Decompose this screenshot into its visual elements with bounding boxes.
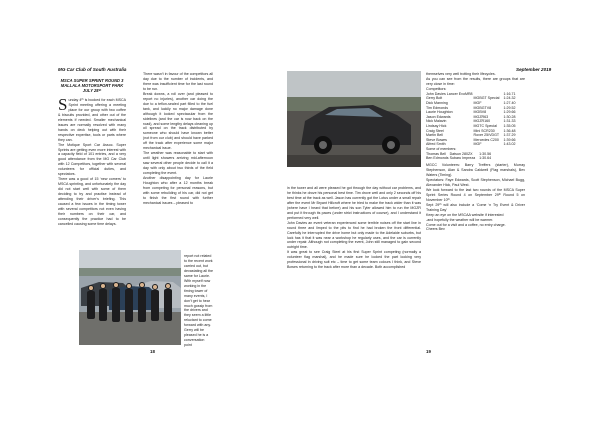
- car-model: MGBGTV8: [473, 105, 492, 110]
- right-column-2: [426, 72, 525, 232]
- signoff: Cheers Bev: [426, 227, 445, 232]
- group-photo-image: [79, 250, 181, 345]
- competitors-heading: Competitors:: [426, 86, 447, 91]
- driver-name: Alfred Smith: [426, 142, 446, 147]
- right-page-header: September 2019: [516, 67, 552, 72]
- paragraph: -and hopefully the weather will be warmer.: [426, 217, 494, 222]
- car-model: MGTC Special: [473, 123, 497, 128]
- group-photo: [79, 250, 181, 345]
- lap-time: 1:27.40: [503, 101, 516, 105]
- car-photo-image: [287, 71, 421, 167]
- paragraph: There was a good of 15 ‘new comers’ to MSCA sprinting, and unfortunately the day did not start well with some of them deciding to try and practise instead of attending their driver’s briefing. This caused a few issues in the timing tower with several competitors not even having their numbers on their car, and consequently the practice had to be cancelled causing some time delays.: [58, 177, 126, 226]
- paragraph: Keep an eye on the MSCAA website if interested: [426, 212, 504, 217]
- paragraph: report not related to the recent work carried out, but devastating all the same for Laurie.: [184, 254, 213, 278]
- right-column-1: [287, 186, 421, 270]
- driver-name: Dick Manning: [426, 101, 448, 105]
- paragraph: The weather was reasonable to start with until light showers arriving mid-afternoon saw several other people decide to call it a day with only about two thirds of the field completing the event.: [143, 151, 213, 176]
- paragraph: Sept 29ᵗʰ will also include a ‘Come ‘n Try Event & Driver Training Day’: [426, 202, 525, 212]
- driver-name: John Davies Lancer EvoMR8: [426, 91, 473, 96]
- car-model: MGBGT Special: [473, 96, 500, 101]
- driver-name: Laurie Houghton: [426, 110, 453, 115]
- paragraph: With myself now working in the timing tower of many events, I don’t get to hear much gossip from the drivers and they seem a little reluctant to come forward with any.: [184, 278, 213, 328]
- article-title: [58, 78, 126, 93]
- car-model: Datsun 280ZX: [449, 151, 473, 156]
- paragraph: As you can see from the results, there are groups that are very close in time:: [426, 76, 525, 86]
- driver-name: Gerry Bolt: [426, 96, 443, 101]
- others-table: [426, 152, 492, 161]
- paragraph: Spectators: Faye Edwards, Scott Stephenson, Michael Bugg, Alexander Hick, Paul West.: [426, 177, 525, 187]
- lap-time: 1:30.56: [479, 151, 492, 156]
- driver-name: Tim Edmonds: [426, 105, 449, 110]
- lap-time: 1:35.05: [503, 123, 516, 128]
- paragraph: Come out for a visit and a coffee, no entry charge.: [426, 222, 506, 227]
- car-model: MGF: [473, 142, 482, 147]
- paragraph: in the tower and all were pleased he got through the day without car problems, and he thinks he drove his personal best time. Tim drove well and only 2 seconds off his best time at the track as well. Jason has currently got the Lotus under a small repair after the event Mr Bryant Hillcroft where he tried to make the track wider than it was (where have I heard that before) and his son Tyler allowed him to run the MGZR and put it through its paces (under strict instructions of course), and I understand it performed very well.: [287, 186, 421, 220]
- paragraph: We look forward to the last two rounds of the MSCA Super Sprint Series Round 4 on September 29ᵗʰ Round 5 on November 10ᵗʰ.: [426, 187, 525, 202]
- paragraph: Break downs, a roll over (and pleased to report no injuries), another car doing the due to a teflon-sealed part filled to the fuel tank, and luckily no major damage done although it looked spectacular from the sidelines (and the car is now back on the road), and some lengthy delays cleaning up oil spread on the track distributed by someone who should have known better (not from our club) and should have parked off the track after experience some major mechanical issue.: [143, 91, 213, 151]
- driver-name: Jason Edwards: [426, 114, 451, 119]
- lap-time: 1:36.48: [503, 128, 516, 133]
- competitors-table: [426, 92, 516, 147]
- car-model: Mercedes C200: [473, 137, 499, 142]
- paragraph: themselves very well trotting their lifecycles.: [426, 72, 496, 76]
- driver-name: Martin Bell: [426, 133, 443, 138]
- car-model: Rover 25/VDGT: [473, 133, 500, 138]
- right-page-number: 19: [426, 349, 431, 354]
- lap-time: 1:30.28: [503, 114, 516, 119]
- driver-name: Thomas Bell: [426, 151, 446, 156]
- car-model: MGZR160: [473, 119, 491, 124]
- car-photo: [287, 71, 421, 167]
- driver-name: Nick Malavin: [426, 119, 447, 124]
- title-line-2: MALLALA MOTORSPORT PARK: [60, 83, 124, 88]
- left-column-2-top: [143, 72, 213, 206]
- lap-time: 1:29.66: [503, 110, 516, 115]
- car-model: MGF: [473, 101, 482, 105]
- car-model: MGBV8: [473, 110, 487, 115]
- lap-time: 1:30.64: [479, 156, 492, 161]
- paragraph: John Davies an event veteran experienced some terrible noises off the start line in round three and limped to the pits to find he had broken the front differential. Carefully he interrupted the drive home but only made to the Adelaide suburbs, but luck has it that it was near a workshop he regularly uses, and the car is currently under repair. Although not completing the event, John still managed to gain second outright time.: [287, 220, 421, 250]
- car-model: MGZR63: [473, 114, 489, 119]
- left-page-header: MG Car Club of South Australia: [58, 67, 127, 72]
- title-line-3: JULY 28ᵗʰ: [82, 88, 102, 93]
- lap-time: 1:39.66: [503, 137, 516, 142]
- paragraph: It was great to see Craig Steel at his first Super Sprint competing (normally a volunteer flag marshal), and he made sure he looked the part looking very professional in driving suit etc – time to get some team colours I think, and Steve Bowes returning to the track after more than a decade. Both accomplished: [287, 250, 421, 270]
- driver-name: Steve Bowes: [426, 137, 447, 142]
- driver-name: Ben Edmonds: [426, 156, 449, 161]
- paragraph: unday 4ᵗʰ is booked for each MSCA Sprint meeting offering a meeting place for our group with two coffee & biscuits provided, and other out of the elements if needed. Smaller mechanical issues are normally resolved with many hands on deck helping out with their respective expertise, tools or parts where they can.: [58, 98, 126, 142]
- lap-time: 1:31.33: [503, 119, 516, 124]
- left-column-1: [58, 95, 126, 227]
- driver-name: Lindsay Hick: [426, 123, 447, 128]
- paragraph: Gerry will be pleased he is a conversation point: [184, 328, 209, 348]
- paragraph: Another disappointing day for Laurie Houghton who after a 12 months break from competing for personal reasons, but with some rebuilding of his car, did not get to finish the first round with further mechanical issues – pleased to: [143, 176, 213, 205]
- lap-time: 1:24.32: [503, 96, 516, 101]
- driver-name: Craig Steel: [426, 128, 444, 133]
- left-page-number: 18: [150, 349, 155, 354]
- car-model: Mini SCR230: [473, 128, 495, 133]
- lap-time: 1:16.71: [503, 91, 516, 96]
- dropcap: S: [58, 95, 68, 114]
- lap-time: 1:29.52: [503, 105, 516, 110]
- paragraph: There wasn’t in favour of the competitors all day due to the number of incidents, and there was insufficient time for the last round to be run.: [143, 72, 213, 91]
- result-row: [426, 156, 492, 161]
- paragraph: The Motique Sport Car Assoc. Super Sprints are getting even more interest with a capacity field of 101 entries, and a very good attendance from the MG Car Club with 12 Competitors, together with several volunteers for official duties, and spectators.: [58, 142, 126, 177]
- car-model: Subaru Impreza: [449, 156, 476, 161]
- title-line-1: MSCA SUPER SPRINT ROUND 3: [60, 78, 124, 83]
- lap-time: 1:37.29: [503, 133, 516, 138]
- paragraph: MGCC Volunteers: Barry Treffers (starter), Murray Stephenson, Alan & Sandra Caldwell (Flag marshals), Bev Waters (Timing).: [426, 163, 525, 177]
- others-heading: Some of members:: [426, 146, 457, 151]
- left-column-2-wrap: [184, 254, 213, 348]
- lap-time: 1:43.02: [503, 142, 516, 147]
